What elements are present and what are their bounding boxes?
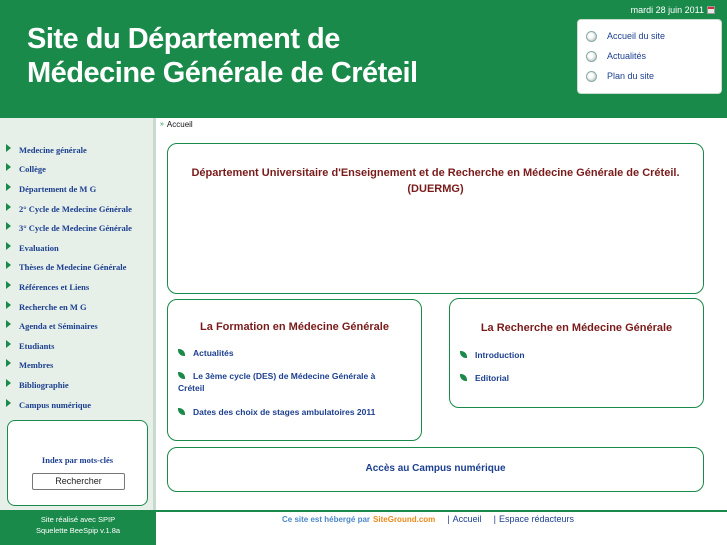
- formation-box: [167, 299, 422, 441]
- triangle-bullet-icon: [6, 340, 11, 348]
- bullet-icon: [586, 51, 597, 62]
- triangle-bullet-icon: [6, 144, 11, 152]
- sidebar-item-recherche[interactable]: [6, 297, 132, 317]
- formation-link-actualites[interactable]: [178, 347, 234, 359]
- breadcrumb-arrow-icon: »: [160, 121, 164, 128]
- sidebar-item-label: Thèses de Medecine Générale: [19, 262, 127, 273]
- sidebar-item-departement[interactable]: [6, 179, 132, 199]
- main-heading-text: Département Universitaire d'Enseignement et de Recherche en Médecine Générale de Créteil.: [191, 167, 680, 179]
- search-button[interactable]: Rechercher: [32, 473, 125, 490]
- footer-links: [282, 514, 574, 524]
- sidebar-item-label: Medecine générale: [19, 144, 87, 155]
- date-display: [631, 5, 715, 15]
- sidebar-item-etudiants[interactable]: [6, 336, 132, 356]
- footer-spip-line[interactable]: Site réalisé avec SPIP: [40, 515, 116, 524]
- date-text: mardi 28 juin 2011: [630, 5, 704, 15]
- formation-link-3eme-cycle[interactable]: [178, 370, 375, 394]
- footer-skin-line[interactable]: Squelette BeeSpip v.1.8a: [35, 526, 121, 535]
- triangle-bullet-icon: [6, 163, 11, 171]
- triangle-bullet-icon: [6, 301, 11, 309]
- sidebar-item-label: Evaluation: [19, 242, 59, 253]
- topnav-item-actualites[interactable]: [584, 46, 715, 66]
- sidebar: [0, 118, 156, 510]
- breadcrumb: [160, 120, 193, 129]
- footer-hosted-text: Ce site est hébergé par: [282, 514, 371, 524]
- triangle-bullet-icon: [6, 320, 11, 328]
- keyword-index-title: Index par mots-clés: [41, 455, 114, 465]
- campus-link[interactable]: Accès au Campus numérique: [365, 463, 506, 474]
- main-heading-acronym: (DUERMG): [407, 183, 464, 195]
- sidebar-item-2-cycle[interactable]: [6, 199, 132, 219]
- site-title-line1: Site du Département de: [27, 23, 340, 55]
- breadcrumb-accueil[interactable]: Accueil: [166, 120, 193, 129]
- sidebar-item-label: Agenda et Séminaires: [19, 321, 98, 332]
- list-item-label: Actualités: [193, 348, 234, 358]
- sidebar-item-label: Recherche en M G: [19, 301, 87, 312]
- triangle-bullet-icon: [6, 183, 11, 191]
- calendar-icon: [707, 6, 715, 14]
- sidebar-item-membres[interactable]: [6, 356, 132, 376]
- campus-box[interactable]: [167, 447, 704, 492]
- siteground-link[interactable]: SiteGround.com: [373, 514, 436, 524]
- sidebar-item-theses[interactable]: [6, 258, 132, 278]
- sidebar-item-label: Références et Liens: [19, 281, 90, 292]
- sidebar-item-references[interactable]: [6, 277, 132, 297]
- topnav-item-accueil[interactable]: [584, 26, 715, 46]
- sidebar-item-3-cycle[interactable]: [6, 218, 132, 238]
- topnav-label: Plan du site: [607, 71, 655, 81]
- triangle-bullet-icon: [6, 379, 11, 387]
- topnav-item-plan[interactable]: [584, 66, 715, 86]
- triangle-bullet-icon: [6, 399, 11, 407]
- list-item-label: Editorial: [475, 373, 510, 383]
- site-title[interactable]: [27, 22, 507, 90]
- footer-separator: |: [447, 514, 450, 524]
- sidebar-menu: [6, 140, 132, 414]
- footer-credits: [0, 510, 156, 545]
- list-item-label-cont: Créteil: [178, 383, 205, 393]
- bullet-icon: [586, 31, 597, 42]
- main-heading: [168, 165, 703, 197]
- top-navigation: [577, 19, 722, 94]
- sidebar-item-label: Collège: [19, 164, 46, 175]
- sidebar-item-college[interactable]: [6, 160, 132, 180]
- triangle-bullet-icon: [6, 222, 11, 230]
- recherche-link-introduction[interactable]: [460, 349, 525, 361]
- formation-title: La Formation en Médecine Générale: [200, 321, 389, 333]
- triangle-bullet-icon: [6, 281, 11, 289]
- main-intro-box: [167, 143, 704, 294]
- topnav-label: Accueil du site: [607, 31, 666, 41]
- topnav-label: Actualités: [607, 51, 647, 61]
- recherche-link-editorial[interactable]: [460, 372, 509, 384]
- sidebar-item-agenda[interactable]: [6, 316, 132, 336]
- footer-divider: [156, 510, 727, 512]
- sidebar-item-medecine-generale[interactable]: [6, 140, 132, 160]
- formation-link-stages[interactable]: [178, 406, 375, 418]
- sidebar-item-bibliographie[interactable]: [6, 375, 132, 395]
- footer-accueil-link[interactable]: Accueil: [452, 514, 482, 524]
- triangle-bullet-icon: [6, 261, 11, 269]
- recherche-title: La Recherche en Médecine Générale: [480, 322, 673, 334]
- sidebar-item-label: Etudiants: [19, 340, 55, 351]
- triangle-bullet-icon: [6, 203, 11, 211]
- footer-espace-link[interactable]: Espace rédacteurs: [498, 514, 575, 524]
- sidebar-item-label: Campus numérique: [19, 399, 92, 410]
- sidebar-item-label: Bibliographie: [19, 379, 69, 390]
- list-item-label: Introduction: [475, 350, 525, 360]
- sidebar-item-evaluation[interactable]: [6, 238, 132, 258]
- sidebar-item-campus[interactable]: [6, 395, 132, 415]
- triangle-bullet-icon: [6, 242, 11, 250]
- keyword-index-box: [7, 420, 148, 506]
- footer-separator: |: [493, 514, 496, 524]
- sidebar-item-label: Membres: [19, 360, 54, 371]
- bullet-icon: [586, 71, 597, 82]
- triangle-bullet-icon: [6, 359, 11, 367]
- site-title-line2: Médecine Générale de Créteil: [27, 57, 418, 89]
- list-item-label: Dates des choix de stages ambulatoires 2011: [193, 407, 376, 417]
- site-header: [0, 0, 727, 118]
- sidebar-item-label: 2° Cycle de Medecine Générale: [19, 203, 132, 214]
- list-item-label: Le 3ème cycle (DES) de Médecine Générale à: [193, 371, 376, 381]
- sidebar-item-label: 3° Cycle de Medecine Générale: [19, 223, 132, 234]
- recherche-box: [449, 298, 704, 408]
- sidebar-item-label: Département de M G: [19, 183, 97, 194]
